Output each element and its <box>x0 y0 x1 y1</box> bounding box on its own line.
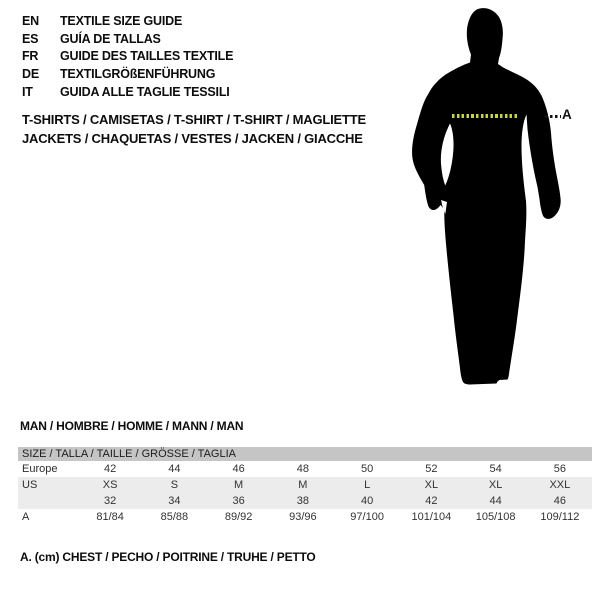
language-label: GUIDE DES TAILLES TEXTILE <box>60 49 234 64</box>
table-row-label: Europe <box>22 463 58 475</box>
language-list-item <box>22 31 233 49</box>
size-value-cell: 93/96 <box>289 511 317 523</box>
size-value-cell: 97/100 <box>350 511 384 523</box>
table-row-label: A <box>22 511 30 523</box>
size-value-cell: 50 <box>361 463 374 475</box>
size-value-cell: XXL <box>549 479 571 491</box>
size-value-cell: 85/88 <box>160 511 189 523</box>
size-value-cell: 89/92 <box>224 511 253 523</box>
category-lines <box>22 111 366 148</box>
measure-callout-dashes <box>545 115 561 118</box>
table-row <box>18 493 592 509</box>
category-line: T-SHIRTS / CAMISETAS / T-SHIRT / T-SHIRT / MAGLIETTE <box>22 112 366 127</box>
table-row-label <box>18 493 78 509</box>
man-silhouette <box>400 0 600 400</box>
language-list-item <box>22 13 233 31</box>
size-value-cell: 44 <box>489 495 502 507</box>
size-value-cell: 109/112 <box>540 511 580 523</box>
size-value-cell: XS <box>102 479 118 491</box>
size-table-header: SIZE / TALLA / TAILLE / GRÖSSE / TAGLIA <box>18 447 592 461</box>
size-value-cell: 44 <box>168 463 181 475</box>
size-value-cell: 40 <box>361 495 374 507</box>
size-value-cell: M <box>298 479 308 491</box>
chest-measure-line <box>452 114 518 118</box>
language-list-item <box>22 48 233 66</box>
size-value-cell: 52 <box>425 463 438 475</box>
size-value-cell: XL <box>488 479 503 491</box>
language-label: TEXTILE SIZE GUIDE <box>60 14 183 28</box>
language-code: IT <box>22 84 33 99</box>
size-value-cell: L <box>364 479 371 491</box>
size-value-cell: 36 <box>232 495 245 507</box>
language-label: GUÍA DE TALLAS <box>60 31 161 46</box>
table-row <box>18 477 592 493</box>
size-value-cell: S <box>170 479 179 491</box>
size-value-cell: 81/84 <box>96 511 124 523</box>
size-value-cell: 42 <box>425 495 438 507</box>
size-value-cell: 46 <box>232 463 245 475</box>
size-value-cell: 42 <box>104 463 117 475</box>
language-list-item <box>22 66 233 84</box>
language-list <box>22 13 233 102</box>
man-silhouette-figure <box>400 0 600 400</box>
measure-label-a: A <box>562 107 572 122</box>
category-line: JACKETS / CHAQUETAS / VESTES / JACKEN / GIACCHE <box>22 130 363 146</box>
table-row-label: US <box>22 479 38 491</box>
size-value-cell: 54 <box>489 463 502 475</box>
size-value-cell: 38 <box>296 495 309 507</box>
size-table <box>18 447 592 525</box>
size-value-cell: XL <box>424 479 439 491</box>
size-value-cell: 34 <box>168 495 181 507</box>
size-value-cell: 105/108 <box>475 511 516 523</box>
language-label: GUIDA ALLE TAGLIE TESSILI <box>60 84 230 99</box>
language-code: DE <box>22 67 39 82</box>
footnote: A. (cm) CHEST / PECHO / POITRINE / TRUHE / PETTO <box>20 550 316 564</box>
table-row <box>18 509 592 525</box>
language-code: FR <box>22 49 39 64</box>
language-label: TEXTILGRÖßENFÜHRUNG <box>60 67 216 82</box>
size-value-cell: 32 <box>104 495 117 507</box>
table-row <box>18 461 592 477</box>
size-value-cell: 48 <box>296 463 309 475</box>
size-value-cell: 46 <box>553 495 566 507</box>
language-code: ES <box>22 31 39 46</box>
section-title: MAN / HOMBRE / HOMME / MANN / MAN <box>20 419 244 433</box>
language-code: EN <box>22 14 39 28</box>
size-value-cell: 101/104 <box>411 511 452 523</box>
size-value-cell: M <box>234 479 244 491</box>
language-list-item <box>22 84 233 102</box>
size-value-cell: 56 <box>553 463 566 475</box>
